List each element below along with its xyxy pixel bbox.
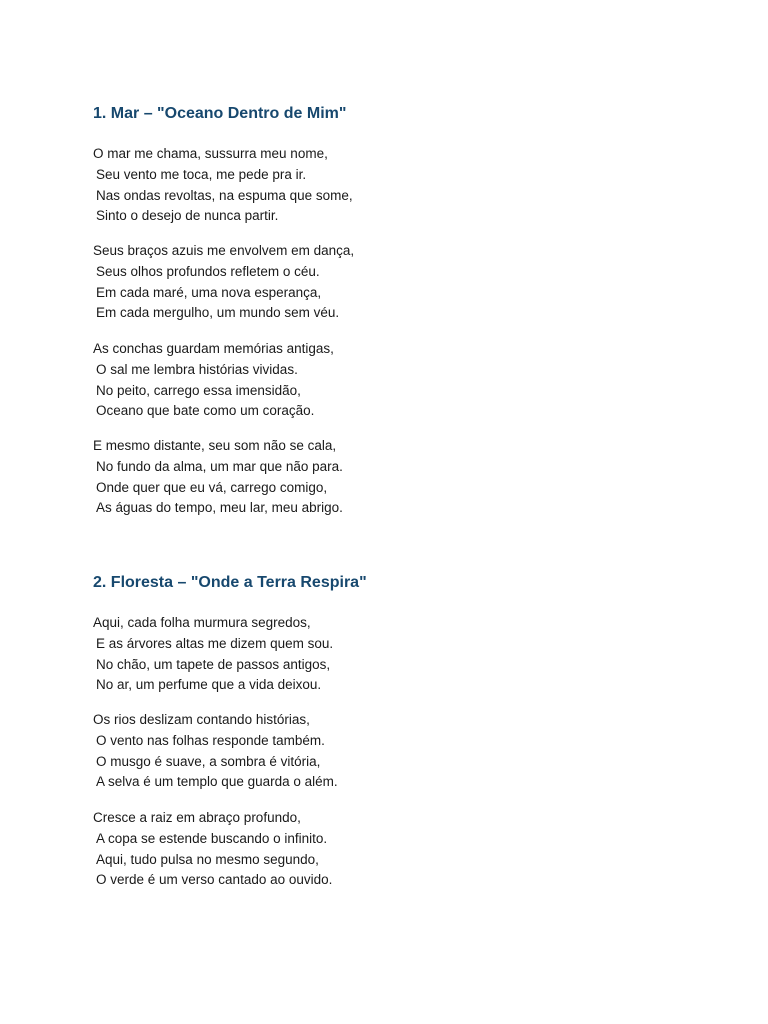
- verse-line: As águas do tempo, meu lar, meu abrigo.: [96, 500, 343, 516]
- stanza: [93, 339, 334, 422]
- verse-line: Oceano que bate como um coração.: [96, 403, 315, 419]
- poem-title: 1. Mar – "Oceano Dentro de Mim": [93, 105, 347, 122]
- verse-line: A selva é um templo que guarda o além.: [96, 774, 338, 790]
- verse-line: Nas ondas revoltas, na espuma que some,: [96, 187, 353, 203]
- verse-line: Cresce a raiz em abraço profundo,: [93, 810, 301, 825]
- verse-line: As conchas guardam memórias antigas,: [93, 341, 334, 356]
- verse-line: Sinto o desejo de nunca partir.: [96, 208, 279, 224]
- verse-line: A copa se estende buscando o infinito.: [96, 830, 328, 846]
- verse-line: Seus olhos profundos refletem o céu.: [96, 263, 320, 279]
- stanza: [93, 613, 333, 696]
- verse-line: No chão, um tapete de passos antigos,: [96, 656, 331, 672]
- verse-line: Em cada mergulho, um mundo sem véu.: [96, 305, 340, 321]
- verse-line: No fundo da alma, um mar que não para.: [96, 458, 343, 474]
- verse-line: Em cada maré, uma nova esperança,: [96, 284, 322, 300]
- verse-line: O vento nas folhas responde também.: [96, 732, 325, 748]
- stanza: [93, 241, 354, 324]
- stanza: [93, 436, 343, 519]
- verse-line: Seus braços azuis me envolvem em dança,: [93, 243, 355, 258]
- verse-line: O musgo é suave, a sombra é vitória,: [96, 753, 321, 769]
- verse-line: No peito, carrego essa imensidão,: [96, 382, 301, 398]
- stanza: [93, 710, 338, 793]
- verse-line: Seu vento me toca, me pede pra ir.: [96, 166, 307, 182]
- verse-line: Aqui, tudo pulsa no mesmo segundo,: [96, 851, 319, 867]
- verse-line: O verde é um verso cantado ao ouvido.: [96, 872, 333, 888]
- verse-line: Aqui, cada folha murmura segredos,: [93, 615, 311, 630]
- verse-line: Os rios deslizam contando histórias,: [93, 712, 310, 727]
- verse-line: O mar me chama, sussurra meu nome,: [93, 146, 328, 161]
- stanza: [93, 808, 332, 891]
- verse-line: O sal me lembra histórias vividas.: [96, 361, 298, 377]
- verse-line: No ar, um perfume que a vida deixou.: [96, 677, 322, 693]
- poem-title: 2. Floresta – "Onde a Terra Respira": [93, 574, 367, 591]
- verse-line: Onde quer que eu vá, carrego comigo,: [96, 479, 328, 495]
- verse-line: E as árvores altas me dizem quem sou.: [96, 635, 334, 651]
- verse-line: E mesmo distante, seu som não se cala,: [93, 438, 337, 453]
- stanza: [93, 144, 353, 227]
